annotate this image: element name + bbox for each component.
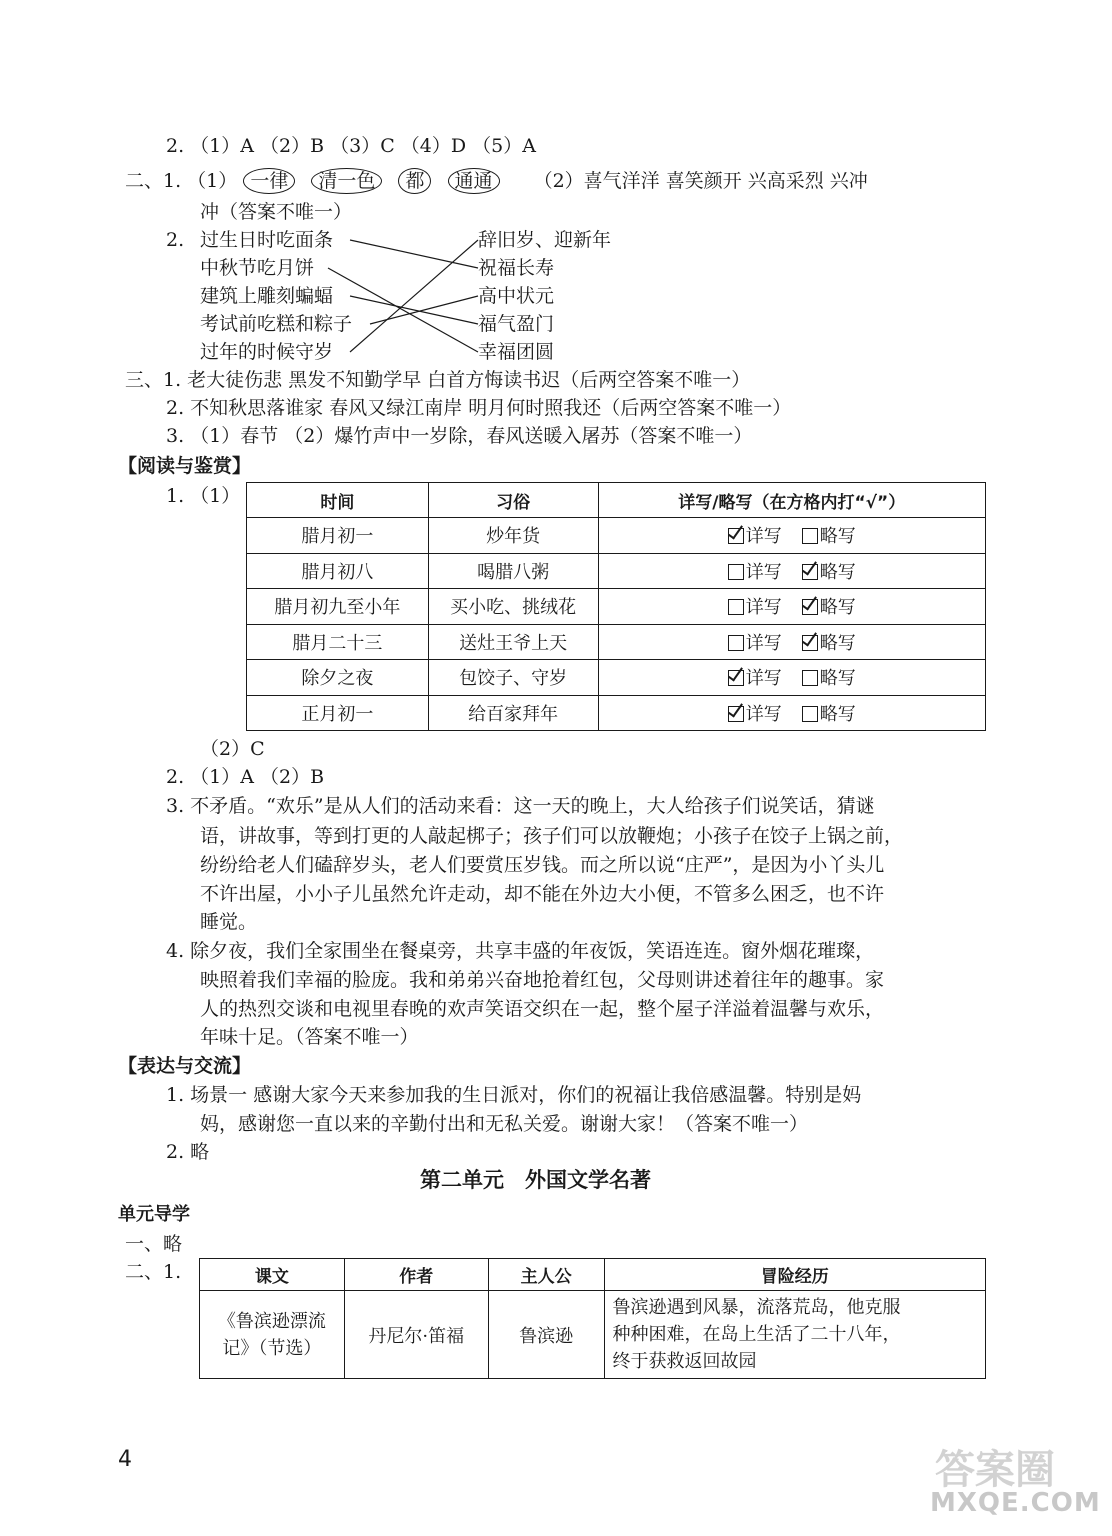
header-text: 课文 <box>200 1259 345 1291</box>
cell-time: 正月初一 <box>247 695 429 731</box>
option-brief <box>802 668 856 689</box>
line-san-2: 2. 不知秋思落谁家 春风又绿江南岸 明月何时照我还（后两空答案不唯一） <box>166 397 792 419</box>
option-brief <box>802 704 856 725</box>
cell-choice <box>598 518 985 554</box>
checkbox-detail[interactable] <box>728 635 744 651</box>
cell-custom: 给百家拜年 <box>428 695 598 731</box>
section-reading: 【阅读与鉴赏】 <box>118 455 252 477</box>
checkbox-detail[interactable] <box>728 670 744 686</box>
customs-row <box>247 553 986 589</box>
customs-row <box>247 624 986 660</box>
er-label: 二、1. （1） <box>125 170 238 192</box>
cell-choice <box>598 589 985 625</box>
reading-q1-2: （2）C <box>200 738 265 760</box>
cell-custom: 炒年货 <box>428 518 598 554</box>
match-left-item: 过年的时候守岁 <box>200 341 334 363</box>
option-detail-label: 详写 <box>745 561 782 583</box>
unit-guide-heading: 单元导学 <box>118 1204 190 1225</box>
header-adventure: 冒险经历 <box>604 1259 985 1291</box>
line-san-3: 3. （1）春节 （2）爆竹声中一岁除，春风送暖入屠苏（答案不唯一） <box>166 425 753 447</box>
checkbox-brief[interactable] <box>802 599 818 615</box>
header-author: 作者 <box>344 1259 488 1291</box>
line-san-1: 三、1. 老大徒伤悲 黑发不知勤学早 白首方悔读书迟（后两空答案不唯一） <box>125 369 751 391</box>
match-lines <box>0 0 1112 400</box>
option-detail-label: 详写 <box>745 703 782 725</box>
reading-q4-line: 年味十足。（答案不唯一） <box>200 1026 419 1048</box>
cell-text <box>200 1291 345 1379</box>
adventure-line: 种种困难，在岛上生活了二十八年， <box>612 1324 901 1345</box>
reading-q3-line: 纷纷给老人们磕辞岁头，老人们要赏压岁钱。而之所以说“庄严”，是因为小丫头儿 <box>200 854 885 876</box>
option-brief-label: 略写 <box>819 703 856 725</box>
match-left-item: 考试前吃糕和粽子 <box>200 313 353 335</box>
option-brief-label: 略写 <box>819 561 856 583</box>
checkbox-brief[interactable] <box>802 564 818 580</box>
express-q1-line: 1. 场景一 感谢大家今天来参加我的生日派对，你们的祝福让我倍感温馨。特别是妈 <box>166 1084 862 1106</box>
checkbox-brief[interactable] <box>802 635 818 651</box>
er-rest: （2）喜气洋洋 喜笑颜开 兴高采烈 兴冲 <box>533 170 868 192</box>
option-detail-label: 详写 <box>745 632 782 654</box>
reading-q1-label: 1. （1） <box>166 485 241 507</box>
express-q1-line: 妈，感谢您一直以来的辛勤付出和无私关爱。谢谢大家！（答案不唯一） <box>200 1113 809 1135</box>
option-detail-label: 详写 <box>745 526 782 548</box>
checkbox-brief[interactable] <box>802 706 818 722</box>
reading-q4-line: 4. 除夕夜，我们全家围坐在餐桌旁，共享丰盛的年夜饭，笑语连连。窗外烟花璀璨， <box>166 940 875 962</box>
reading-q4-line: 人的热烈交谈和电视里春晚的欢声笑语交织在一起，整个屋子洋溢着温馨与欢乐， <box>200 998 885 1020</box>
customs-row <box>247 695 986 731</box>
customs-row <box>247 660 986 696</box>
reading-q2: 2. （1）A （2）B <box>166 766 325 788</box>
cell-time: 腊月初九至小年 <box>247 589 429 625</box>
reading-q3-line: 睡觉。 <box>200 911 258 933</box>
checkbox-detail[interactable] <box>728 528 744 544</box>
option-brief <box>802 526 856 547</box>
watermark-logo: 答案圈 <box>935 1447 1055 1493</box>
cell-text-line: 记》（节选） <box>222 1337 322 1359</box>
express-q2: 2. 略 <box>166 1141 210 1163</box>
adventure-line: 鲁滨逊遇到风暴，流落荒岛，他克服 <box>612 1297 901 1318</box>
checkbox-brief[interactable] <box>802 528 818 544</box>
match-right-item: 高中状元 <box>478 285 555 307</box>
option-brief <box>802 562 856 583</box>
cell-author: 丹尼尔·笛福 <box>344 1291 488 1379</box>
match-left-item: 中秋节吃月饼 <box>200 257 315 279</box>
unit-q1: 一、略 <box>125 1233 183 1255</box>
section-expression: 【表达与交流】 <box>118 1055 252 1077</box>
option-detail-label: 详写 <box>745 668 782 690</box>
option-detail <box>728 562 782 583</box>
option-brief-label: 略写 <box>819 632 856 654</box>
header-time: 时间 <box>247 483 429 518</box>
watermark-url: MXQE.COM <box>930 1488 1101 1518</box>
match-line <box>350 240 478 352</box>
customs-table <box>246 482 986 731</box>
novels-table <box>199 1258 986 1379</box>
match-left-item: 建筑上雕刻蝙蝠 <box>200 285 334 307</box>
cell-custom: 喝腊八粥 <box>428 553 598 589</box>
cell-choice <box>598 553 985 589</box>
header-hero: 主人公 <box>488 1259 604 1291</box>
cell-time: 腊月二十三 <box>247 624 429 660</box>
option-brief-label: 略写 <box>819 526 856 548</box>
match-label: 2. <box>166 229 185 251</box>
adventure-line: 终于获救返回故园 <box>612 1351 757 1372</box>
checkbox-detail[interactable] <box>728 564 744 580</box>
checkbox-detail[interactable] <box>728 706 744 722</box>
cell-adventure <box>604 1291 985 1379</box>
option-brief-label: 略写 <box>819 597 856 619</box>
circled-word: 清一色 <box>311 168 382 194</box>
cell-choice <box>598 660 985 696</box>
circled-word: 都 <box>398 168 431 194</box>
reading-q3-line: 语，讲故事，等到打更的人敲起梆子；孩子们可以放鞭炮；小孩子在饺子上锅之前， <box>200 825 904 847</box>
cell-custom: 送灶王爷上天 <box>428 624 598 660</box>
reading-q3-line: 3. 不矛盾。“欢乐”是从人们的活动来看：这一天的晚上，大人给孩子们说笑话，猜谜 <box>166 795 875 817</box>
reading-q4-line: 映照着我们幸福的脸庞。我和弟弟兴奋地抢着红包，父母则讲述着往年的趣事。家 <box>200 969 885 991</box>
option-detail <box>728 668 782 689</box>
option-detail <box>728 597 782 618</box>
header-custom: 习俗 <box>428 483 598 518</box>
page-number: 4 <box>118 1447 132 1472</box>
match-right-item: 福气盈门 <box>478 313 555 335</box>
option-detail <box>728 633 782 654</box>
option-detail <box>728 526 782 547</box>
match-right-item: 祝福长寿 <box>478 257 555 279</box>
circled-word: 通通 <box>448 168 500 194</box>
cell-choice <box>598 624 985 660</box>
match-right-item: 辞旧岁、迎新年 <box>478 229 612 251</box>
unit-title: 第二单元 外国文学名著 <box>420 1168 651 1192</box>
header-detail: 详写/略写（在方格内打“√”） <box>598 483 985 518</box>
checkbox-brief[interactable] <box>802 670 818 686</box>
option-brief-label: 略写 <box>819 668 856 690</box>
option-brief <box>802 633 856 654</box>
match-line <box>350 240 478 268</box>
customs-row <box>247 589 986 625</box>
checkbox-detail[interactable] <box>728 599 744 615</box>
line-er-1-cont: 冲（答案不唯一） <box>200 201 353 223</box>
cell-time: 除夕之夜 <box>247 660 429 696</box>
circled-word: 一律 <box>243 168 295 194</box>
unit-q2-label: 二、1. <box>125 1261 182 1283</box>
cell-time: 腊月初八 <box>247 553 429 589</box>
cell-hero: 鲁滨逊 <box>488 1291 604 1379</box>
cell-custom: 买小吃、挑绒花 <box>428 589 598 625</box>
match-line <box>328 268 478 352</box>
line-q2-options: 2. （1）A （2）B （3）C （4）D （5）A <box>166 135 536 157</box>
option-brief <box>802 597 856 618</box>
match-line <box>350 296 478 324</box>
customs-row <box>247 518 986 554</box>
option-detail <box>728 704 782 725</box>
cell-time: 腊月初一 <box>247 518 429 554</box>
cell-choice <box>598 695 985 731</box>
cell-text-line: 《鲁滨逊漂流 <box>217 1310 326 1332</box>
match-right-item: 幸福团圆 <box>478 341 555 363</box>
reading-q3-line: 不许出屋，小小子儿虽然允许走动，却不能在外边大小便，不管多么困乏，也不许 <box>200 883 885 905</box>
cell-custom: 包饺子、守岁 <box>428 660 598 696</box>
match-left-item: 过生日时吃面条 <box>200 229 334 251</box>
option-detail-label: 详写 <box>745 597 782 619</box>
